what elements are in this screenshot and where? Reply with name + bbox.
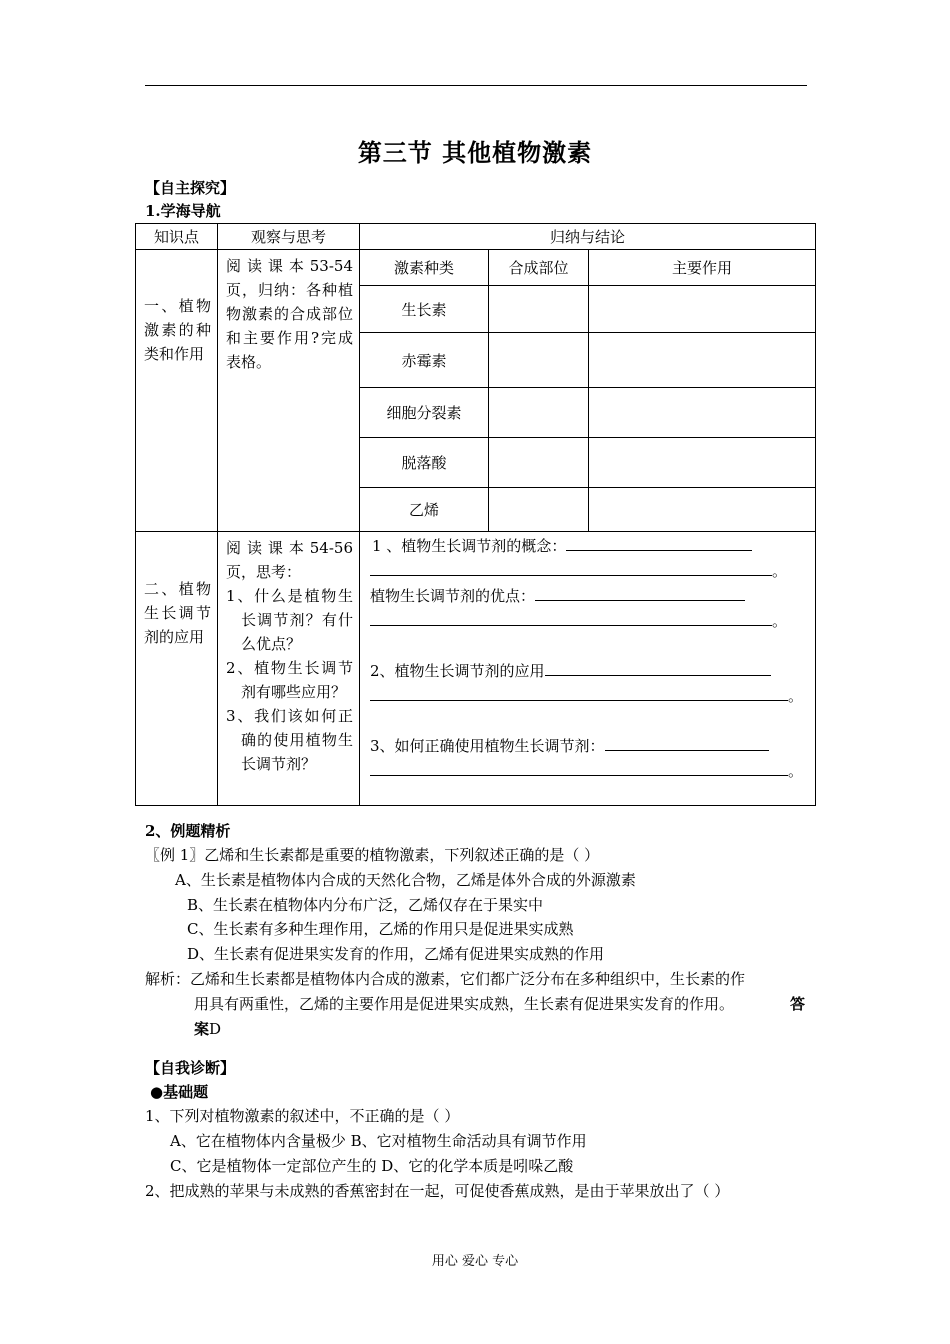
- think-item-3: 3、我们该如何正确的使用植物生长调节剂？: [226, 707, 353, 773]
- example-question: 〖例 1〗乙烯和生长素都是重要的植物激素，下列叙述正确的是（ ）: [145, 846, 600, 864]
- example-option-a: A、生长素是植物体内合成的天然化合物，乙烯是体外合成的外源激素: [175, 871, 636, 889]
- blank-cell: [489, 488, 589, 532]
- think-regulators: [218, 532, 360, 806]
- blank-cell: [589, 438, 816, 488]
- topic-text: 二、植物生长调节剂的应用: [144, 580, 211, 646]
- header-conclusion: 归纳与结论: [360, 224, 816, 250]
- blank-cell: [489, 388, 589, 438]
- answer-blank[interactable]: [370, 611, 772, 626]
- diagnosis-q1-options-cd: C、它是植物体一定部位产生的 D、它的化学本质是吲哚乙酸: [170, 1157, 574, 1175]
- subsection-navigation: 1.学海导航: [145, 202, 221, 220]
- think-hormone-types: [218, 250, 360, 532]
- header-knowledge: 知识点: [136, 224, 218, 250]
- answer-blank[interactable]: [370, 686, 788, 701]
- answer-label-part1: 答: [790, 995, 806, 1013]
- section-heading-diagnosis: 【自我诊断】: [145, 1059, 236, 1077]
- topic-regulators: [136, 532, 218, 806]
- answer-value: D: [209, 1020, 222, 1038]
- blank-cell: [489, 286, 589, 333]
- blank-cell: [489, 333, 589, 388]
- hormone-gibberellin: 赤霉素: [360, 333, 489, 388]
- answer-blank[interactable]: [566, 536, 752, 551]
- diagnosis-q1-options-ab: A、它在植物体内含量极少 B、它对植物生命活动具有调节作用: [170, 1132, 587, 1150]
- period: 。: [772, 612, 788, 630]
- period: 。: [788, 762, 804, 780]
- hormone-auxin: 生长素: [360, 286, 489, 333]
- answer-label-part2: 案: [194, 1020, 210, 1038]
- hormone-abscisic-acid: 脱落酸: [360, 438, 489, 488]
- think-item-1: 1、什么是植物生长调节剂？有什么优点？: [226, 587, 353, 653]
- q2-applications: 2、植物生长调节剂的应用: [370, 662, 545, 680]
- blank-cell: [589, 388, 816, 438]
- hormone-cytokinin: 细胞分裂素: [360, 388, 489, 438]
- section-heading-explore: 【自主探究】: [145, 179, 236, 197]
- sub-header-site: 合成部位: [489, 250, 589, 286]
- diagnosis-question-1: 1、下列对植物激素的叙述中，不正确的是（ ）: [145, 1107, 460, 1125]
- answer-blank[interactable]: [545, 661, 771, 676]
- think-item-2: 2、植物生长调节剂有哪些应用？: [226, 659, 353, 701]
- q1-advantages: 植物生长调节剂的优点：: [370, 587, 536, 605]
- answer-blank[interactable]: [370, 561, 772, 576]
- topic-text: 一、植物激素的种类和作用: [144, 297, 211, 363]
- blank-cell: [489, 438, 589, 488]
- hormone-subtable-cell: [360, 250, 816, 532]
- section-heading-examples: 2、例题精析: [145, 822, 231, 840]
- analysis-text-1: 乙烯和生长素都是植物体内合成的激素，它们都广泛分布在多种组织中，生长素的作: [190, 970, 746, 988]
- page-footer: 用心 爱心 专心: [431, 1254, 519, 1269]
- analysis-label: 解析：: [145, 970, 191, 988]
- study-table: [135, 223, 816, 806]
- period: 。: [772, 562, 788, 580]
- example-option-c: C、生长素有多种生理作用，乙烯的作用只是促进果实成熟: [187, 920, 574, 938]
- hormone-ethylene: 乙烯: [360, 488, 489, 532]
- answer-blank[interactable]: [605, 736, 769, 751]
- q3-correct-use: 3、如何正确使用植物生长调节剂：: [370, 737, 605, 755]
- diagnosis-question-2: 2、把成熟的苹果与未成熟的香蕉密封在一起，可促使香蕉成熟，是由于苹果放出了（ ）: [145, 1182, 730, 1200]
- page-title: 第三节 其他植物激素: [357, 138, 593, 167]
- q1-concept: 1 、植物生长调节剂的概念：: [372, 537, 567, 555]
- hormone-subtable: [359, 249, 816, 532]
- period: 。: [788, 687, 804, 705]
- example-option-d: D、生长素有促进果实发育的作用，乙烯有促进果实成熟的作用: [187, 945, 605, 963]
- example-option-b: B、生长素在植物体内分布广泛，乙烯仅存在于果实中: [187, 896, 544, 914]
- blank-cell: [589, 286, 816, 333]
- subsection-basic: ●基础题: [150, 1083, 209, 1101]
- sub-header-type: 激素种类: [360, 250, 489, 286]
- answer-blank[interactable]: [370, 761, 788, 776]
- blank-cell: [589, 333, 816, 388]
- think-intro: 阅读课本54-56页，思考：: [226, 539, 353, 581]
- think-text: 阅读课本53-54页，归纳：各种植物激素的合成部位和主要作用?完成表格。: [226, 257, 353, 371]
- regulator-answers: [360, 532, 816, 806]
- blank-cell: [589, 488, 816, 532]
- answer-blank[interactable]: [535, 586, 745, 601]
- analysis-text-2: 用具有两重性，乙烯的主要作用是促进果实成熟，生长素有促进果实发育的作用。: [194, 995, 735, 1013]
- sub-header-function: 主要作用: [589, 250, 816, 286]
- header-observe: 观察与思考: [218, 224, 360, 250]
- header-rule: [145, 85, 807, 86]
- topic-hormone-types: [136, 250, 218, 532]
